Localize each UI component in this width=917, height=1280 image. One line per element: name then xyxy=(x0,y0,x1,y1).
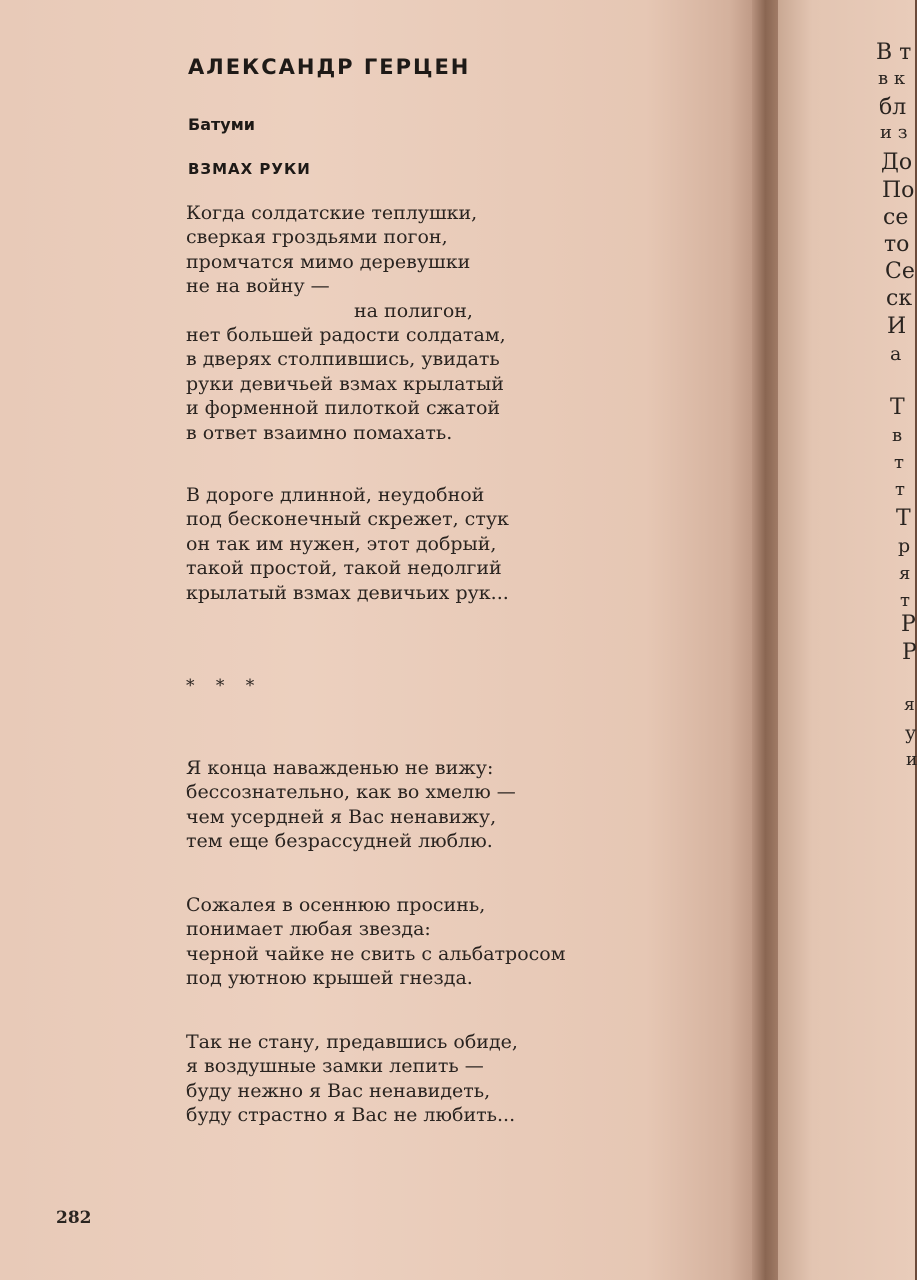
poem-line: сверкая гроздьями погон, xyxy=(186,226,448,249)
poem-title: ВЗМАХ РУКИ xyxy=(188,160,311,178)
poem-line: в ответ взаимно помахать. xyxy=(186,421,453,444)
text-fragment: и з xyxy=(880,122,908,143)
poem-line: в дверях столпившись, увидать xyxy=(186,348,500,371)
text-fragment: в xyxy=(892,425,903,446)
text-fragment: бл xyxy=(879,95,907,120)
poem-line: Я конца наважденью не вижу: xyxy=(186,757,494,779)
place-name: Батуми xyxy=(188,115,255,134)
text-fragment: Т xyxy=(896,506,911,531)
poem-line: крылатый взмах девичьих рук... xyxy=(186,581,509,604)
stanza-2 xyxy=(186,483,509,605)
poem-line: он так им нужен, этот добрый, xyxy=(186,532,497,555)
stanza-5 xyxy=(186,1030,518,1128)
poem-line: под бесконечный скрежет, стук xyxy=(186,508,509,531)
text-fragment: И xyxy=(887,314,907,339)
text-fragment: т xyxy=(895,479,905,500)
poem-line: Когда солдатские теплушки, xyxy=(186,202,478,224)
text-fragment: Р xyxy=(901,612,916,637)
poem-line: не на войну — xyxy=(186,275,330,298)
poem-line: черной чайке не свить с альбатросом xyxy=(186,942,566,965)
text-fragment: а xyxy=(890,343,902,365)
text-fragment: Т xyxy=(890,395,905,420)
poem-line: буду нежно я Вас ненавидеть, xyxy=(186,1079,491,1102)
poem-line: под уютною крышей гнезда. xyxy=(186,967,473,990)
poem-line: промчатся мимо деревушки xyxy=(186,250,471,273)
poem-line: на полигон, xyxy=(354,299,473,322)
text-fragment: се xyxy=(883,205,909,230)
poem-line: Так не стану, предавшись обиде, xyxy=(186,1031,518,1053)
text-fragment: По xyxy=(882,178,915,203)
text-fragment: т xyxy=(900,590,910,611)
text-fragment: я xyxy=(904,695,915,715)
poem-line: чем усердней я Вас ненавижу, xyxy=(186,805,497,828)
text-fragment: в к xyxy=(878,68,906,89)
poem-line: и форменной пилоткой сжатой xyxy=(186,397,501,420)
page-number: 282 xyxy=(56,1208,92,1228)
poem-line: руки девичьей взмах крылатый xyxy=(186,372,504,395)
author-name: АЛЕКСАНДР ГЕРЦЕН xyxy=(188,55,471,79)
text-fragment: я xyxy=(899,563,911,584)
poem-line: понимает любая звезда: xyxy=(186,918,431,941)
text-fragment: До xyxy=(881,150,913,175)
poem-line: я воздушные замки лепить — xyxy=(186,1055,484,1078)
poem-line: Сожалея в осеннюю просинь, xyxy=(186,894,486,916)
right-page xyxy=(778,0,915,1280)
text-fragment: т xyxy=(894,452,904,473)
section-separator: * * * xyxy=(186,676,263,696)
poem-line: такой простой, такой недолгий xyxy=(186,557,502,580)
poem-line: бессознательно, как во хмелю — xyxy=(186,781,516,804)
text-fragment: у xyxy=(905,722,917,744)
stanza-4 xyxy=(186,893,566,991)
text-fragment: ск xyxy=(886,286,913,311)
stanza-3 xyxy=(186,756,516,854)
poem-line: В дороге длинной, неудобной xyxy=(186,484,485,506)
poem-line: тем еще безрассудней люблю. xyxy=(186,830,493,853)
text-fragment: р xyxy=(898,535,911,557)
text-fragment: Се xyxy=(885,259,915,284)
text-fragment: Р xyxy=(902,640,917,665)
stanza-1 xyxy=(186,201,506,445)
poem-line: нет большей радости солдатам, xyxy=(186,324,506,347)
text-fragment: и xyxy=(906,750,917,770)
text-fragment: В т xyxy=(876,40,912,65)
poem-line: буду страстно я Вас не любить... xyxy=(186,1104,516,1127)
text-fragment: то xyxy=(884,232,910,257)
